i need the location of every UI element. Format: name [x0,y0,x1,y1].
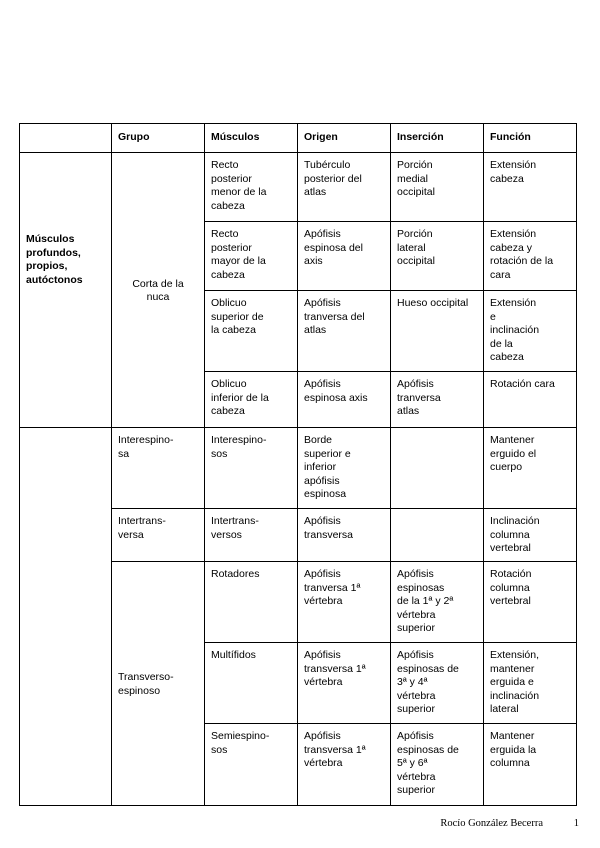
funcion-text: Extensión, mantener erguida e inclinación lateral [490,649,540,715]
musculo-cell [205,291,298,372]
origen-cell [298,724,391,806]
header-origen: Origen [298,124,391,153]
origen-text: Apófisis espinosa del axis [304,228,363,267]
funcion-text: Rotación cara [490,378,555,390]
funcion-cell [484,643,577,724]
funcion-cell [484,724,577,806]
funcion-text: Extensión cabeza [490,159,537,185]
muscles-table-body [20,124,577,806]
origen-text: Apófisis transversa [304,515,354,541]
musculo-text: Semiespino- sos [211,730,270,756]
muscles-table [19,123,577,806]
musculo-text: Intertrans- versos [211,515,259,541]
musculo-text: Oblicuo superior de la cabeza [211,297,264,336]
musculo-cell [205,509,298,562]
insercion-cell [391,509,484,562]
musculo-text: Oblicuo inferior de la cabeza [211,378,269,417]
group-cell [112,153,205,428]
funcion-cell [484,428,577,509]
musculo-text: Multífidos [211,649,256,661]
section-label-cell [20,153,112,428]
header-musculos: Músculos [205,124,298,153]
funcion-cell [484,509,577,562]
musculo-text: Interespino- sos [211,434,267,460]
musculo-text: Rotadores [211,568,260,580]
origen-cell [298,153,391,222]
origen-cell [298,372,391,428]
musculo-cell [205,428,298,509]
table-header-row [20,124,577,153]
origen-text: Borde superior e inferior apófisis espinosa [304,434,351,500]
musculo-cell [205,643,298,724]
insercion-cell [391,643,484,724]
insercion-cell [391,562,484,643]
group-name: Transverso- espinoso [118,671,174,697]
origen-text: Apófisis transversa 1ª vértebra [304,649,366,688]
header-grupo: Grupo [112,124,205,153]
origen-cell [298,428,391,509]
origen-text: Apófisis transversa 1ª vértebra [304,730,366,769]
origen-text: Apófisis tranversa 1ª vértebra [304,568,361,607]
header-blank-cell [20,124,112,153]
insercion-text: Hueso occipital [397,297,469,309]
musculo-cell [205,562,298,643]
funcion-cell [484,222,577,291]
funcion-text: Extensión e inclinación de la cabeza [490,297,540,363]
page-footer [0,818,600,834]
footer-page-number: 1 [573,818,579,829]
insercion-text: Porción lateral occipital [397,228,435,267]
group-name: Interespino- sa [118,434,174,460]
table-row [20,428,577,509]
musculo-cell [205,222,298,291]
origen-cell [298,562,391,643]
insercion-cell [391,153,484,222]
insercion-cell [391,724,484,806]
funcion-cell [484,372,577,428]
origen-cell [298,291,391,372]
funcion-cell [484,562,577,643]
insercion-text: Apófisis espinosas de la 1ª y 2ª vértebra superior [397,568,454,634]
musculo-cell [205,153,298,222]
origen-cell [298,222,391,291]
insercion-cell [391,222,484,291]
musculo-text: Recto posterior menor de la cabeza [211,159,267,212]
funcion-text: Mantener erguida la columna [490,730,537,769]
insercion-text: Apófisis tranversa atlas [397,378,441,417]
insercion-cell [391,372,484,428]
header-funcion: Función [484,124,577,153]
group-cell [112,428,205,509]
group-name: Corta de la nuca [132,277,184,303]
funcion-text: Inclinación columna vertebral [490,515,540,554]
table-row [20,153,577,222]
origen-cell [298,509,391,562]
insercion-cell [391,428,484,509]
insercion-cell [391,291,484,372]
funcion-text: Extensión cabeza y rotación de la cara [490,228,554,281]
origen-cell [298,643,391,724]
origen-text: Apófisis tranversa del atlas [304,297,365,336]
insercion-text: Apófisis espinosas de 3ª y 4ª vértebra superior [397,649,459,715]
funcion-text: Mantener erguido el cuerpo [490,434,537,473]
group-cell [112,562,205,806]
section-label: Músculos profundos, propios, autóctonos [26,233,83,286]
musculo-cell [205,372,298,428]
group-name: Intertrans- versa [118,515,166,541]
funcion-cell [484,153,577,222]
header-insercion: Inserción [391,124,484,153]
group-cell [112,509,205,562]
origen-text: Tubérculo posterior del atlas [304,159,362,198]
funcion-text: Rotación columna vertebral [490,568,532,607]
insercion-text: Porción medial occipital [397,159,435,198]
musculo-text: Recto posterior mayor de la cabeza [211,228,266,281]
funcion-cell [484,291,577,372]
insercion-text: Apófisis espinosas de 5ª y 6ª vértebra superior [397,730,459,796]
musculo-cell [205,724,298,806]
origen-text: Apófisis espinosa axis [304,378,368,404]
footer-author: Rocío González Becerra [440,818,543,829]
section-filler-cell [20,428,112,806]
